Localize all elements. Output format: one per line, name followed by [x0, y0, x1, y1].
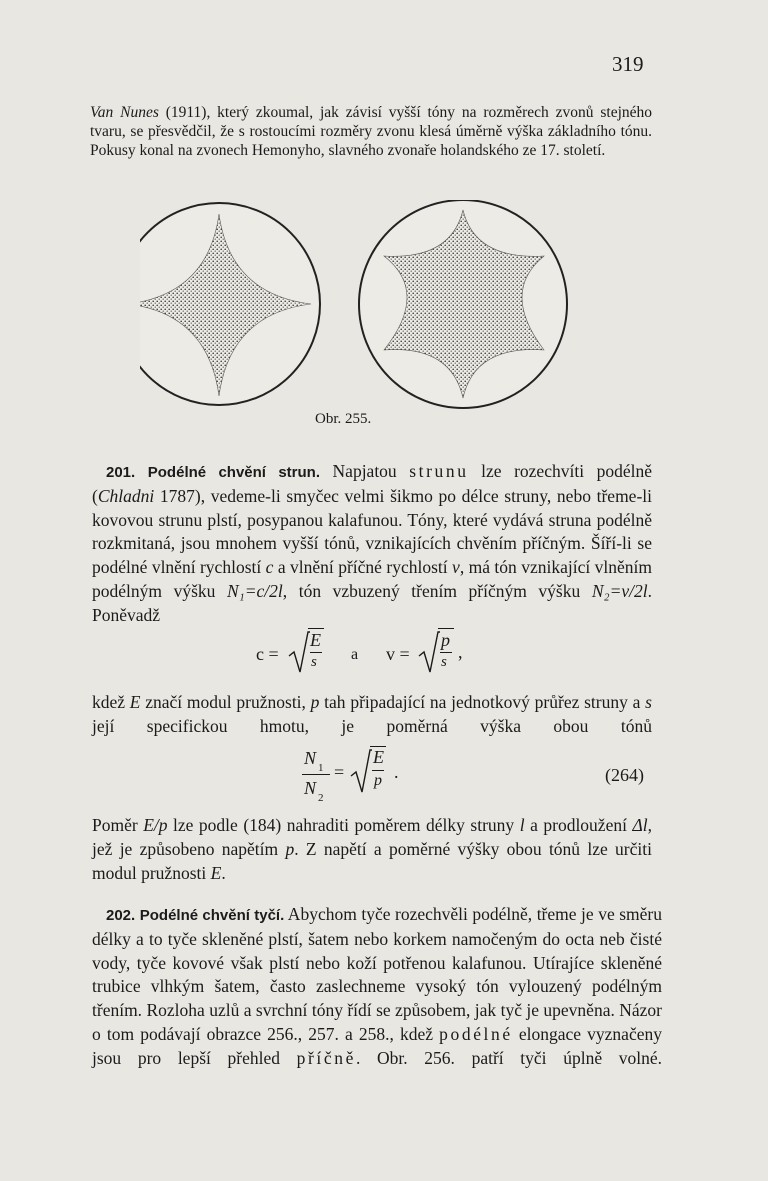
equation-number: (264): [605, 765, 644, 785]
section-201-title: Podélné chvění strun.: [147, 464, 320, 481]
equation-264: N 1 N 2 = E p .: [304, 747, 399, 804]
sqrt-sign-2: [418, 630, 440, 674]
left-plate: [140, 203, 320, 405]
section-201-number: 201.: [106, 464, 136, 481]
equation-velocities: c = E s a v = p s ,: [256, 628, 496, 680]
sqrt-sign-3: [350, 748, 372, 794]
figure-chladni-patterns: [140, 200, 570, 418]
section-201-paragraph-1: 201. Podélné chvění strun. Napjatou strunu lze rozechvíti podélně (Chladni 1787), vedeme-li smyčec velmi šikmo po délce struny, nebo třeme-li kovovou strunu plstí, posypanou kalafunou. Tóny, které vydává struna podélně rozkmitaná, jsou mnohem vyšší tónů, vznikajících chvěním příčným. Šíří-li se podélné vlnění rychlostí c a vlnění příčné rychlostí v, má tón vznikající vlněním podélným výšku N₁=c/2l, tón vzbuzený třením příčným výšku N₂=v/2l. Poněvadž: [92, 461, 652, 625]
figure-caption: Obr. 255.: [315, 411, 372, 427]
intro-paragraph: Van Nunes (1911), který zkoumal, jak závisí vyšší tóny na rozměrech zvonů stejného tvaru, se přesvědčil, že s rostoucími rozměry zvonu klesá úměrně výška základního tónu. Pokusy konal na zvonech Hemonyho, slavného zvonaře holandského ze 17. století.: [90, 104, 653, 159]
sqrt-sign-1: [288, 630, 310, 674]
section-202-paragraph: 202. Podélné chvění tyčí. Abychom tyče rozechvěli podélně, třeme je ve směru délky a to tyče skleněné plstí, šatem nebo korkem namočeným do octa neb čisté vody, tyče kovové však plstí nebo koží potřenou kalafunou. Utírajíce skleněné trubice vlhkým šatem, často zaslechneme vysoký tón vylouzený podélným třením. Rozloha uzlů a svrchní tóny řídí se způsobem, jak tyč je upevněna. Názor o tom podávají obrazce 256., 257. a 258., kdež podélné elongace vyznačeny jsou pro lepší přehled příčně. Obr. 256. patří tyči úplně volné.: [92, 904, 663, 1068]
page-number: 319: [612, 52, 644, 76]
author-name: Van Nunes: [90, 104, 159, 121]
section-201-paragraph-2: kdež E značí modul pružnosti, p tah připadající na jednotkový průřez struny a s její specifickou hmotu, je poměrná výška obou tónů: [92, 692, 652, 736]
right-plate: [359, 200, 567, 408]
section-202-number: 202.: [106, 907, 136, 924]
section-202-title: Podélné chvění tyčí.: [139, 907, 285, 924]
section-201-paragraph-3: Poměr E/p lze podle (184) nahraditi poměrem délky struny l a prodloužení Δl, jež je způsobeno napětím p. Z napětí a poměrné výšky obou tónů lze určiti modul pružnosti E.: [92, 815, 652, 883]
